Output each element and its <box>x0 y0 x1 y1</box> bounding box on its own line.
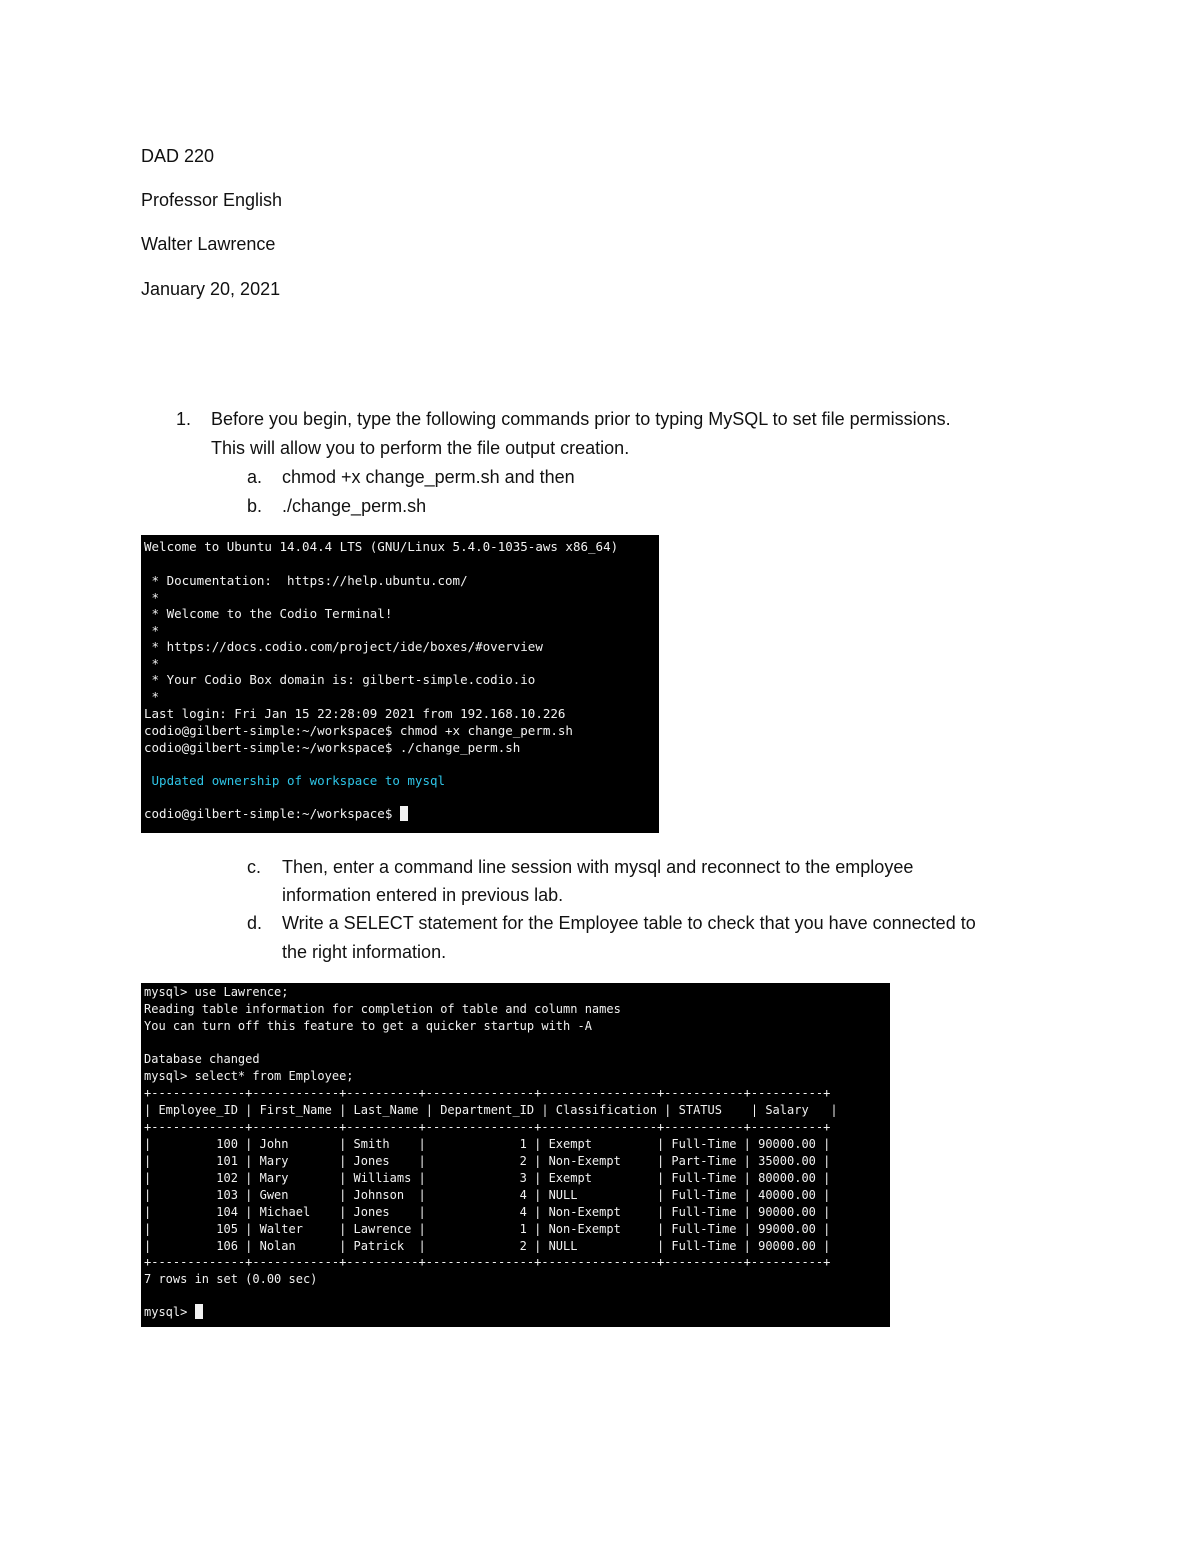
terminal-line: 7 rows in set (0.00 sec) <box>144 1272 318 1286</box>
terminal-line: * <box>144 623 160 638</box>
table-row: | 100 | John | Smith | 1 | Exempt | Full-Time | 90000.00 | <box>144 1137 831 1151</box>
table-row: | 104 | Michael | Jones | 4 | Non-Exempt | Full-Time | 90000.00 | <box>144 1205 831 1219</box>
sub-item-c-line1: Then, enter a command line session with mysql and reconnect to the employee <box>282 857 914 877</box>
terminal-prompt: mysql> <box>144 1305 195 1319</box>
sub-marker-d: d. <box>247 913 263 933</box>
document-date: January 20, 2021 <box>141 279 281 299</box>
terminal-line: * Welcome to the Codio Terminal! <box>144 606 393 621</box>
sub-item-d-line2: the right information. <box>282 942 447 962</box>
terminal-line: Reading table information for completion of table and column names <box>144 1002 621 1016</box>
step1-text-line2: This will allow you to perform the file output creation. <box>211 438 630 458</box>
table-row: | 103 | Gwen | Johnson | 4 | NULL | Full-Time | 40000.00 | <box>144 1188 831 1202</box>
terminal-line: codio@gilbert-simple:~/workspace$ ./change_perm.sh <box>144 740 521 755</box>
terminal-line: codio@gilbert-simple:~/workspace$ chmod +x change_perm.sh <box>144 723 573 738</box>
student-name: Walter Lawrence <box>141 234 276 254</box>
terminal-prompt: codio@gilbert-simple:~/workspace$ <box>144 806 400 821</box>
cursor-block-icon <box>400 806 408 821</box>
terminal-prompt-line <box>144 805 408 822</box>
terminal-line: You can turn off this feature to get a quicker startup with -A <box>144 1019 592 1033</box>
sub-item-a: chmod +x change_perm.sh and then <box>282 467 575 487</box>
terminal-line: * https://docs.codio.com/project/ide/boxes/#overview <box>144 639 543 654</box>
sub-marker-b: b. <box>247 496 263 516</box>
sub-item-c-line2: information entered in previous lab. <box>282 885 564 905</box>
course-title: DAD 220 <box>141 146 215 166</box>
terminal-line: Database changed <box>144 1052 260 1066</box>
table-header-row: | Employee_ID | First_Name | Last_Name | Department_ID | Classification | STATUS | Salary | <box>144 1103 838 1117</box>
table-row: | 101 | Mary | Jones | 2 | Non-Exempt | Part-Time | 35000.00 | <box>144 1154 831 1168</box>
sub-item-d-line1: Write a SELECT statement for the Employee table to check that you have connected to <box>282 913 976 933</box>
sub-marker-c: c. <box>247 857 262 877</box>
terminal-line: Last login: Fri Jan 15 22:28:09 2021 from 192.168.10.226 <box>144 706 566 721</box>
terminal-line: * <box>144 656 160 671</box>
terminal-line: mysql> use Lawrence; <box>144 985 289 999</box>
professor-name: Professor English <box>141 190 283 210</box>
terminal-line-success: Updated ownership of workspace to mysql <box>144 773 446 788</box>
terminal-prompt-line <box>144 1304 203 1321</box>
terminal-line: * <box>144 590 160 605</box>
table-border-line: +-------------+------------+----------+---------------+----------------+-----------+----------+ <box>144 1086 831 1100</box>
terminal-line: * Your Codio Box domain is: gilbert-simple.codio.io <box>144 672 536 687</box>
cursor-block-icon <box>195 1304 203 1319</box>
sub-item-b: ./change_perm.sh <box>282 496 427 516</box>
terminal-line: Welcome to Ubuntu 14.04.4 LTS (GNU/Linux 5.4.0-1035-aws x86_64) <box>144 539 619 554</box>
terminal-line: mysql> select* from Employee; <box>144 1069 354 1083</box>
step-number: 1. <box>176 409 192 429</box>
terminal-line: * Documentation: https://help.ubuntu.com/ <box>144 573 468 588</box>
table-row: | 106 | Nolan | Patrick | 2 | NULL | Full-Time | 90000.00 | <box>144 1239 831 1253</box>
terminal-screenshot-1 <box>141 535 659 833</box>
table-row: | 105 | Walter | Lawrence | 1 | Non-Exempt | Full-Time | 99000.00 | <box>144 1222 831 1236</box>
table-border-line: +-------------+------------+----------+---------------+----------------+-----------+----------+ <box>144 1255 831 1269</box>
table-row: | 102 | Mary | Williams | 3 | Exempt | Full-Time | 80000.00 | <box>144 1171 831 1185</box>
table-border-line: +-------------+------------+----------+---------------+----------------+-----------+----------+ <box>144 1120 831 1134</box>
terminal-line: * <box>144 689 160 704</box>
step1-text-line1: Before you begin, type the following commands prior to typing MySQL to set file permissions. <box>211 409 951 429</box>
terminal-screenshot-2 <box>141 983 890 1327</box>
sub-marker-a: a. <box>247 467 263 487</box>
